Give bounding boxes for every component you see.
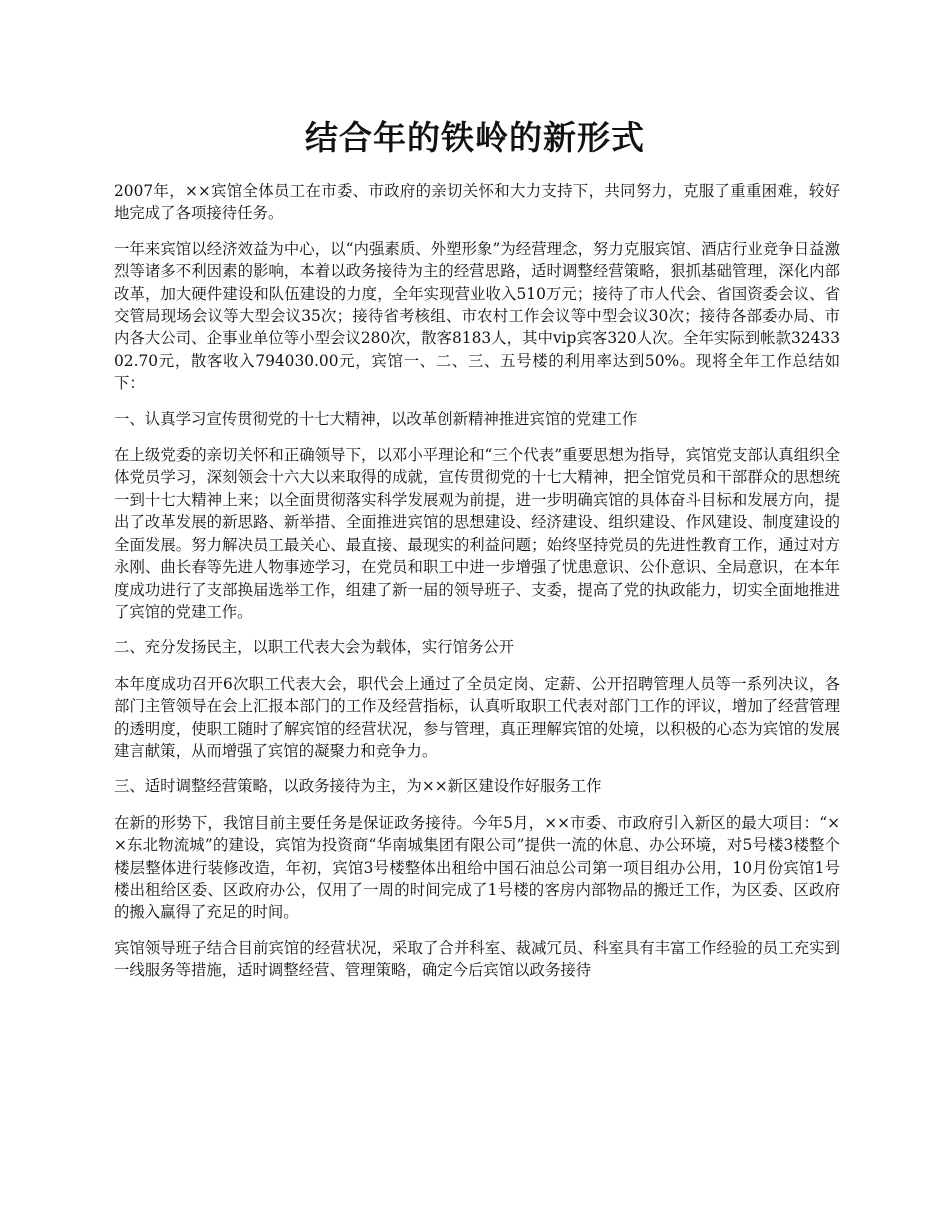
document-body [114, 180, 840, 995]
paragraph: 本年度成功召开6次职工代表大会，职代会上通过了全员定岗、定薪、公开招聘管理人员等一系列决议，各部门主管领导在会上汇报本部门的工作及经营指标，认真听取职工代表对部门工作的评议，增加了经营管理的透明度，使职工随时了解宾馆的经营状况，参与管理，真正理解宾馆的处境，以积极的心态为宾馆的发展建言献策，从而增强了宾馆的凝聚力和竞争力。 [114, 674, 840, 760]
paragraph: 在上级党委的亲切关怀和正确领导下，以邓小平理论和“三个代表”重要思想为指导，宾馆党支部认真组织全体党员学习，深刻领会十六大以来取得的成就，宣传贯彻党的十七大精神，把全馆党员和干部群众的思想统一到十七大精神上来；以全面贯彻落实科学发展观为前提，进一步明确宾馆的具体奋斗目标和发展方向，提出了改革发展的新思路、新举措、全面推进宾馆的思想建设、经济建设、组织建设、作风建设、制度建设的全面发展。努力解决员工最关心、最直接、最现实的利益问题；始终坚持党员的先进性教育工作，通过对方永刚、曲长春等先进人物事迹学习，在党员和职工中进一步增强了忧患意识、公仆意识、全局意识，在本年度成功进行了支部换届选举工作，组建了新一届的领导班子、支委，提高了党的执政能力，切实全面地推进了宾馆的党建工作。 [114, 446, 840, 621]
paragraph: 宾馆领导班子结合目前宾馆的经营状况，采取了合并科室、裁减冗员、科室具有丰富工作经验的员工充实到一线服务等措施，适时调整经营、管理策略，确定今后宾馆以政务接待 [114, 938, 840, 980]
paragraph: 在新的形势下，我馆目前主要任务是保证政务接待。今年5月，××市委、市政府引入新区的最大项目：“××东北物流城”的建设，宾馆为投资商“华南城集团有限公司”提供一流的休息、办公环境，对5号楼3楼整个楼层整体进行装修改造，年初，宾馆3号楼整体出租给中国石油总公司第一项目组办公用，10月份宾馆1号楼出租给区委、区政府办公，仅用了一周的时间完成了1号楼的客房内部物品的搬迁工作，为区委、区政府的搬入赢得了充足的时间。 [114, 813, 840, 922]
section-heading: 三、适时调整经营策略，以政务接待为主，为××新区建设作好服务工作 [114, 777, 602, 796]
paragraph: 2007年，××宾馆全体员工在市委、市政府的亲切关怀和大力支持下，共同努力，克服了重重困难，较好地完成了各项接待任务。 [114, 182, 840, 223]
paragraph: 一年来宾馆以经济效益为中心，以“内强素质、外塑形象”为经营理念，努力克服宾馆、酒店行业竞争日益激烈等诸多不利因素的影响，本着以政务接待为主的经营思路，适时调整经营策略，狠抓基础管理，深化内部改革，加大硬件建设和队伍建设的力度，全年实现营业收入510万元；接待了市人代会、省国资委会议、省交管局现场会议等大型会议35次；接待省考核组、市农村工作会议等中型会议30次；接待各部委办局、市内各大公司、企事业单位等小型会议280次，散客8183人，其中vip宾客320人次。全年实际到帐款3243302.70元，散客收入794030.00元，宾馆一、二、三、五号楼的利用率达到50%。现将全年工作总结如下： [114, 239, 840, 393]
document-title: 结合年的铁岭的新形式 [305, 118, 645, 157]
section-heading: 一、认真学习宣传贯彻党的十七大精神，以改革创新精神推进宾馆的党建工作 [114, 409, 638, 428]
section-heading: 二、充分发扬民主，以职工代表大会为载体，实行馆务公开 [114, 638, 515, 657]
